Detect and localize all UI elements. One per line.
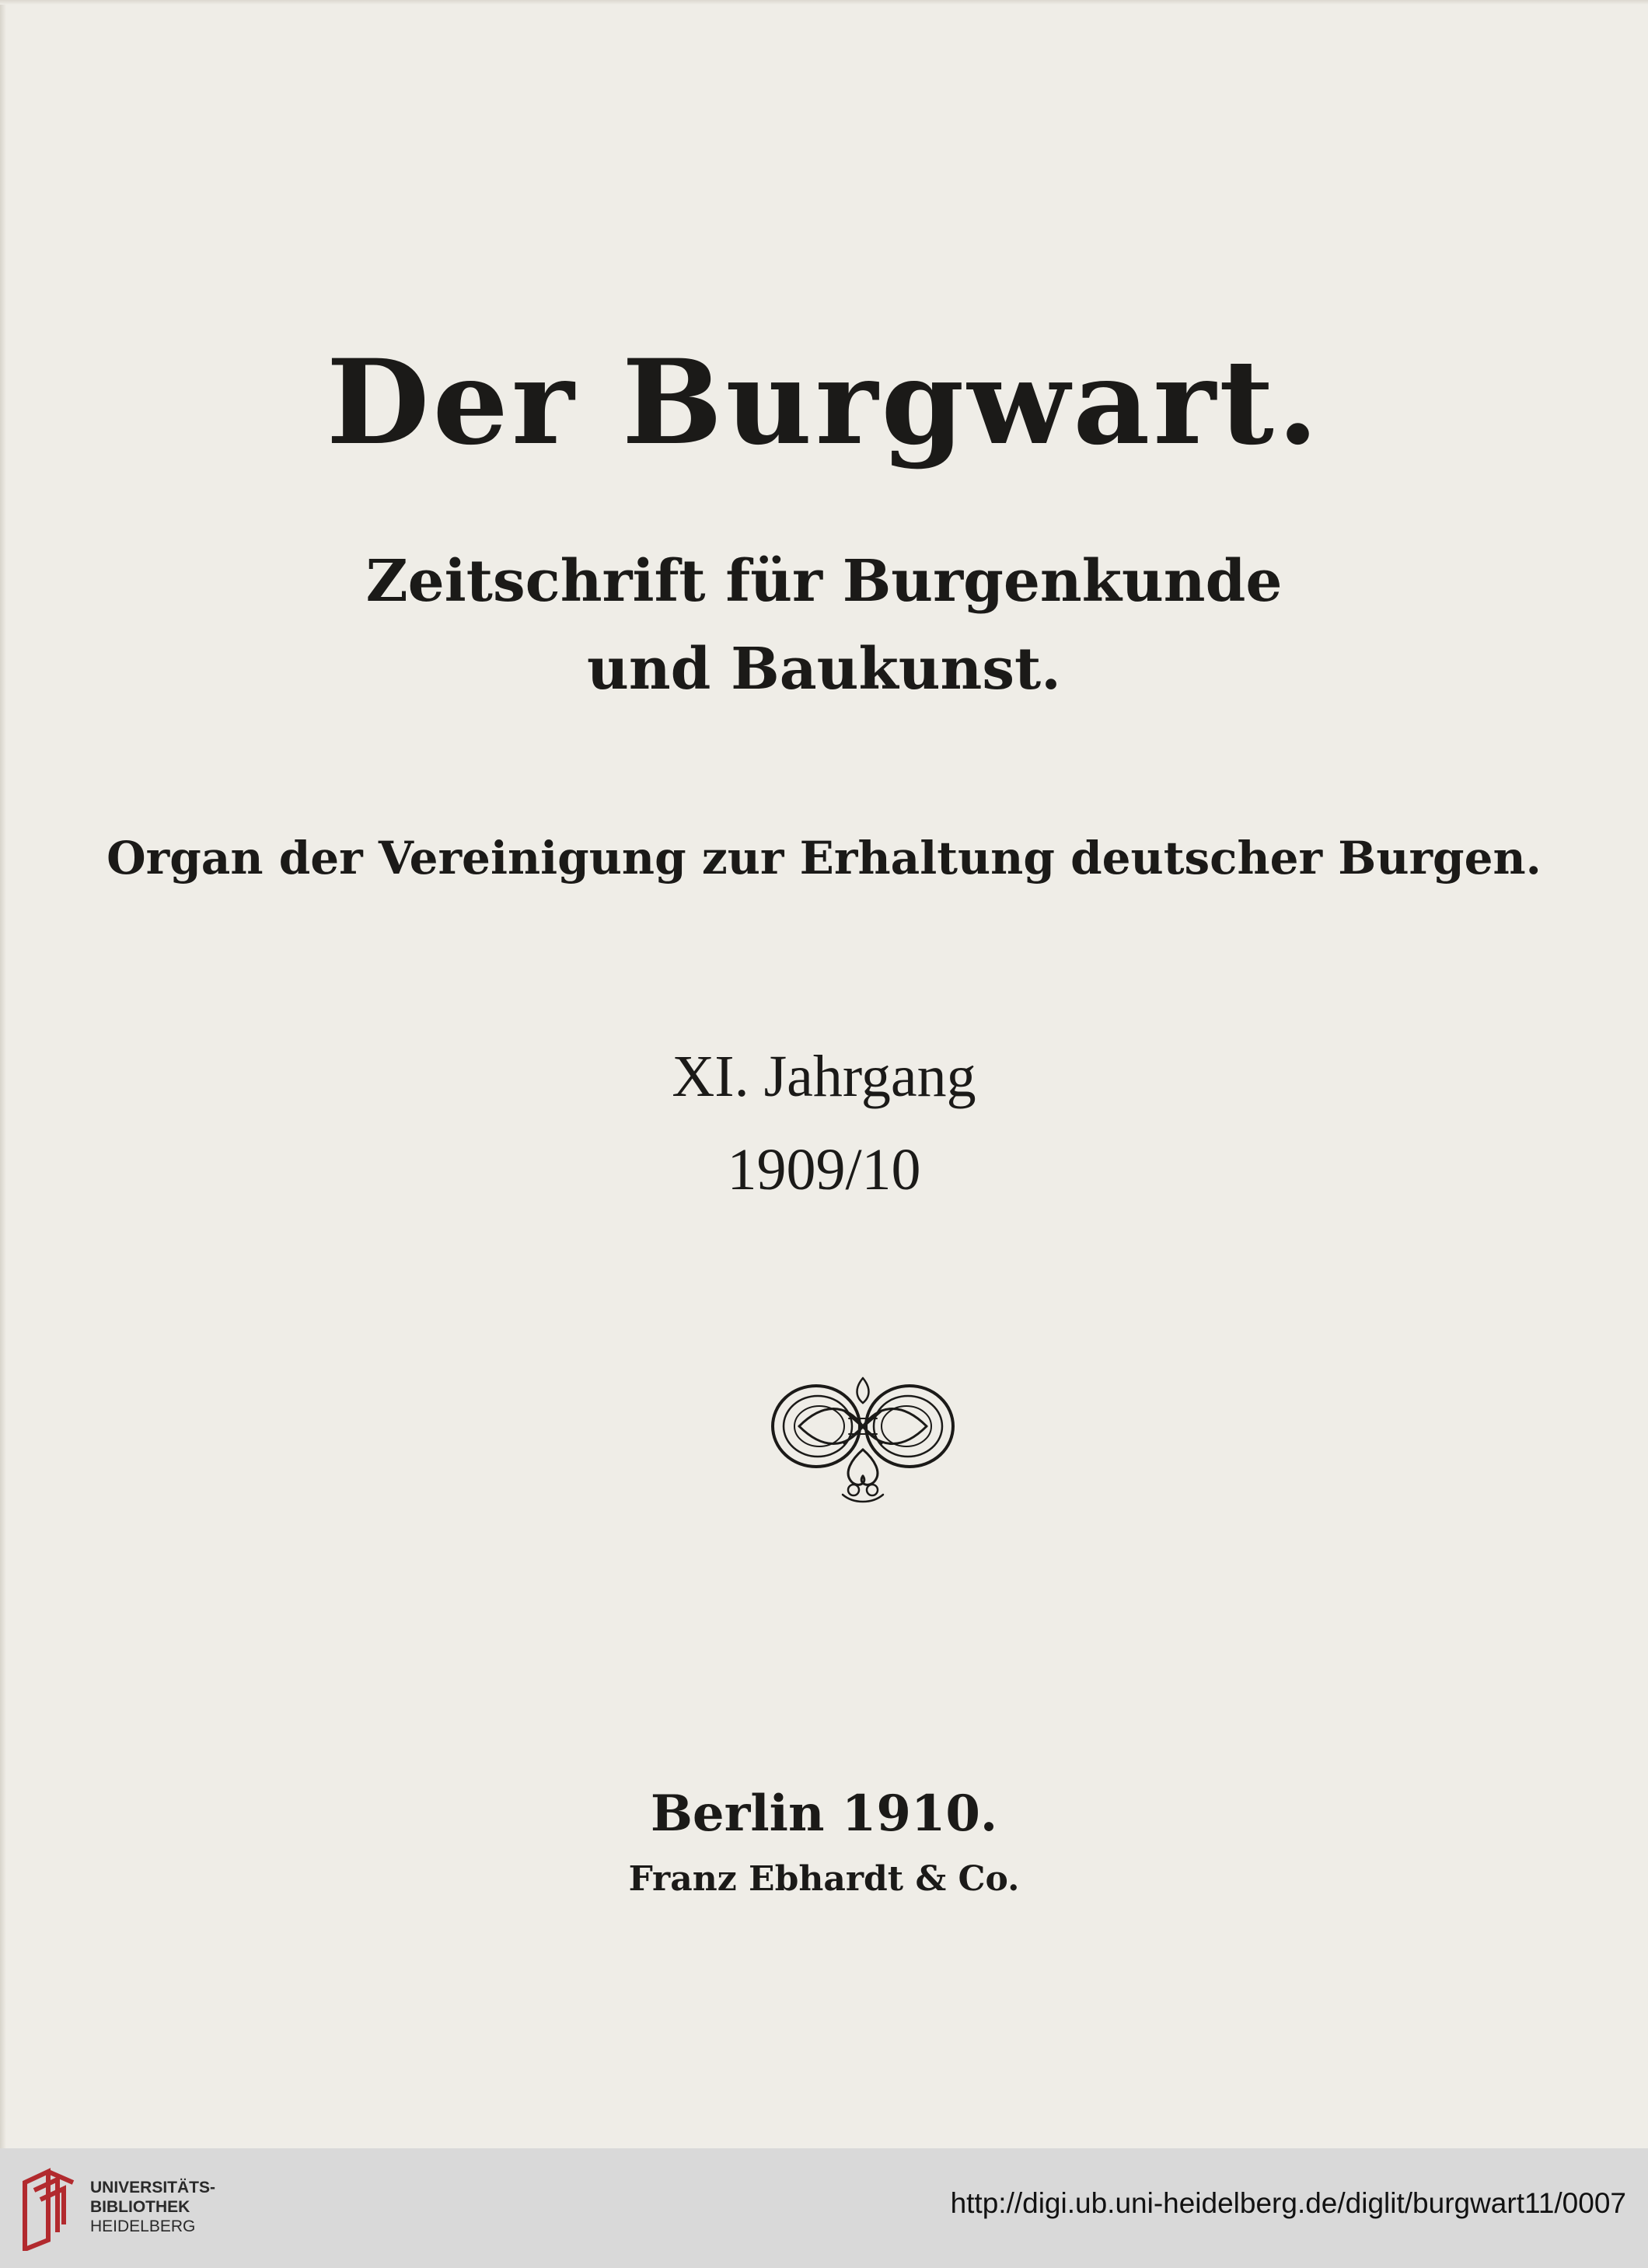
calligraphic-flourish-ornament <box>768 1372 958 1504</box>
library-name-line-1: UNIVERSITÄTS- <box>90 2179 216 2196</box>
journal-title: Der Burgwart. <box>326 334 1322 471</box>
library-name[interactable] <box>90 2178 215 2236</box>
place-and-year: Berlin 1910. <box>650 1785 998 1843</box>
digitization-footer-bar <box>0 2148 1648 2268</box>
permalink-url[interactable]: http://digi.ub.uni-heidelberg.de/diglit/burgwart11/0007 <box>950 2187 1626 2219</box>
library-book-logo-icon[interactable] <box>19 2165 79 2251</box>
scan-shadow-top <box>0 0 1648 5</box>
publisher-name: Franz Ebhardt & Co. <box>628 1859 1020 1899</box>
subtitle-line-2: und Baukunst. <box>587 636 1061 703</box>
subtitle-line-1: Zeitschrift für Burgenkunde <box>365 548 1283 615</box>
volume-number: XI. Jahrgang <box>672 1044 976 1109</box>
library-name-line-2: BIBLIOTHEK <box>90 2198 190 2216</box>
library-name-line-3: HEIDELBERG <box>90 2217 196 2235</box>
volume-years: 1909/10 <box>727 1137 921 1202</box>
organ-statement: Organ der Vereinigung zur Erhaltung deutscher Burgen. <box>106 832 1542 885</box>
